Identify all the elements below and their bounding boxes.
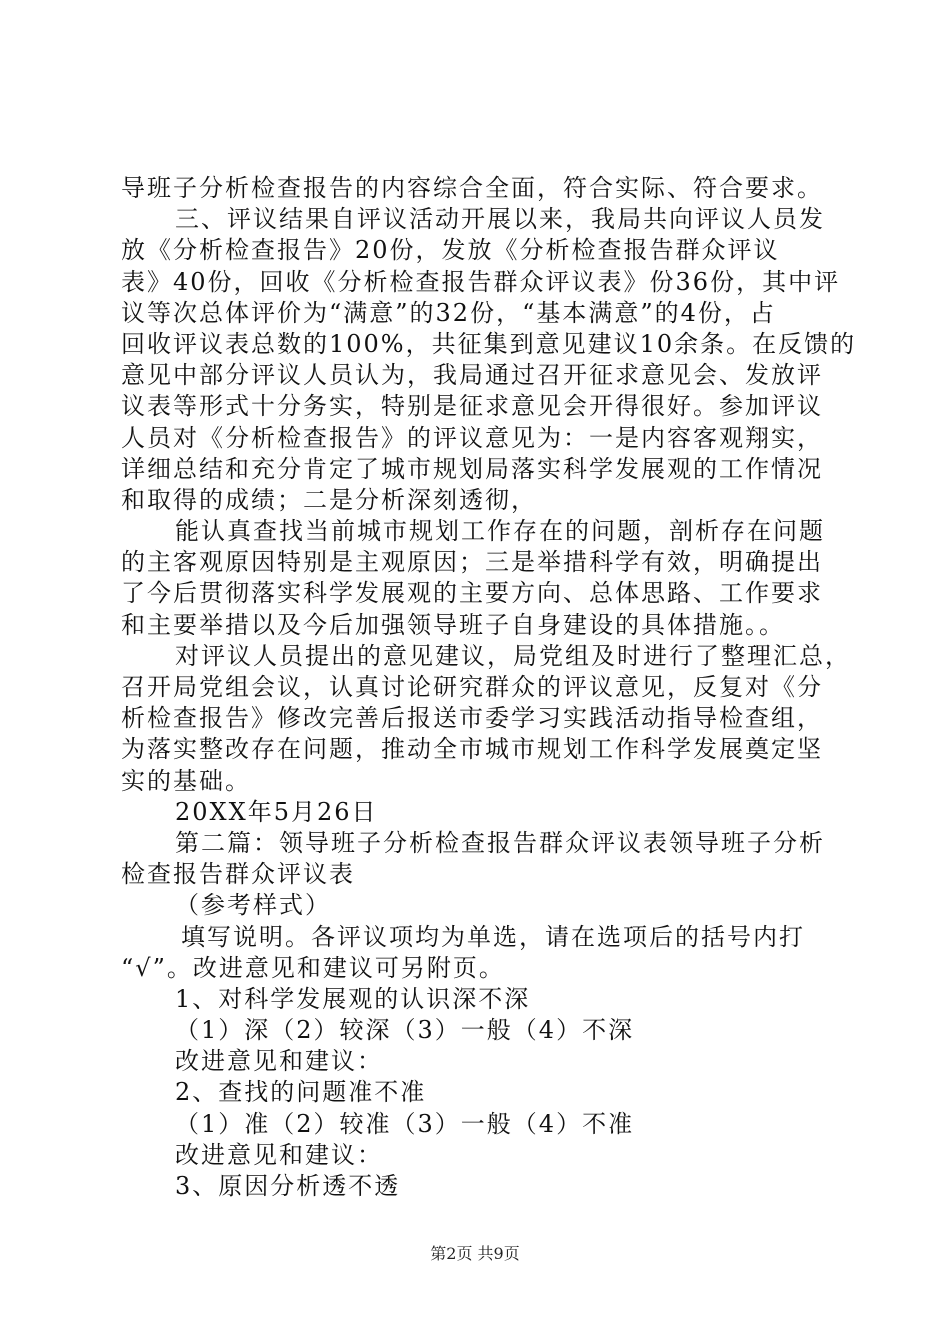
suggestion-label: 改进意见和建议： bbox=[175, 1140, 383, 1169]
text-line: 意见中部分评议人员认为，我局通过召开征求意见会、发放评 bbox=[121, 361, 823, 390]
text-line: 议等次总体评价为“满意”的32份，“基本满意”的4份，占 bbox=[121, 298, 776, 327]
text-line: 对评议人员提出的意见建议，局党组及时进行了整理汇总， bbox=[175, 641, 851, 670]
text-line: 实的基础。 bbox=[121, 766, 251, 795]
page-number: 第2页 共9页 bbox=[430, 1244, 520, 1263]
instruction-line: “√”。改进意见和建议可另附页。 bbox=[121, 953, 505, 982]
instruction-line: 填写说明。各评议项均为单选，请在选项后的括号内打 bbox=[181, 922, 805, 951]
text-line: 详细总结和充分肯定了城市规划局落实科学发展观的工作情况 bbox=[121, 454, 823, 483]
question-line: 3、原因分析透不透 bbox=[175, 1172, 401, 1200]
text-line: 能认真查找当前城市规划工作存在的问题，剖析存在问题 bbox=[175, 517, 825, 546]
section-heading: 第二篇：领导班子分析检查报告群众评议表领导班子分析 bbox=[175, 828, 825, 857]
text-line: 三、评议结果自评议活动开展以来，我局共向评议人员发 bbox=[175, 205, 825, 234]
document-body bbox=[121, 173, 857, 1202]
question-line: 1、对科学发展观的认识深不深 bbox=[175, 984, 531, 1013]
options-line: （1）准（2）较准（3）一般（4）不准 bbox=[175, 1109, 635, 1138]
text-line: 放《分析检查报告》20份，发放《分析检查报告群众评议 bbox=[121, 236, 780, 265]
text-line: 议表等形式十分务实，特别是征求意见会开得很好。参加评议 bbox=[121, 392, 823, 421]
page-footer bbox=[0, 1244, 950, 1264]
options-line: （1）深（2）较深（3）一般（4）不深 bbox=[175, 1016, 635, 1045]
date-line: 20XX年5月26日 bbox=[175, 797, 378, 826]
question-line: 2、查找的问题准不准 bbox=[175, 1078, 427, 1107]
text-line: 召开局党组会议，认真讨论研究群众的评议意见，反复对《分 bbox=[121, 673, 823, 701]
text-line: 的主客观原因特别是主观原因；三是举措科学有效，明确提出 bbox=[121, 548, 823, 577]
text-line: 了今后贯彻落实科学发展观的主要方向、总体思路、工作要求 bbox=[121, 579, 823, 608]
subtitle-line: （参考样式） bbox=[175, 891, 331, 920]
text-line: 和主要举措以及今后加强领导班子自身建设的具体措施。。 bbox=[121, 610, 785, 639]
text-line: 回收评议表总数的100%，共征集到意见建议10余条。在反馈的 bbox=[121, 329, 857, 358]
text-line: 人员对《分析检查报告》的评议意见为：一是内容客观翔实， bbox=[121, 423, 823, 452]
text-line: 和取得的成绩；二是分析深刻透彻， bbox=[121, 485, 537, 514]
text-line: 导班子分析检查报告的内容综合全面，符合实际、符合要求。 bbox=[121, 174, 823, 202]
text-line: 为落实整改存在问题，推动全市城市规划工作科学发展奠定坚 bbox=[121, 735, 823, 764]
suggestion-label: 改进意见和建议： bbox=[175, 1047, 383, 1076]
section-heading-continued: 检查报告群众评议表 bbox=[121, 860, 355, 889]
text-line: 析检查报告》修改完善后报送市委学习实践活动指导检查组， bbox=[121, 704, 823, 733]
text-line: 表》40份，回收《分析检查报告群众评议表》份36份，其中评 bbox=[121, 267, 841, 296]
